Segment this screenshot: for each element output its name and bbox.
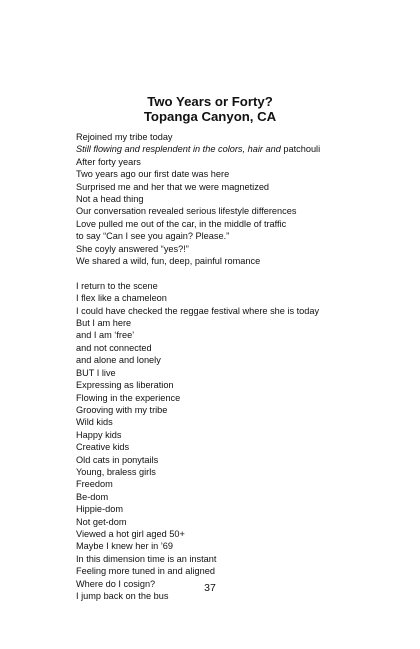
poem-location: Topanga Canyon, CA [143,109,277,124]
poem-line: Our conversation revealed serious lifestyle differences [76,206,297,217]
poem-line: Not a head thing [76,194,144,205]
poem-line: Hippie-dom [76,504,123,515]
poem-line: After forty years [76,156,141,167]
poem-line: Expressing as liberation [76,380,174,391]
italic-phrase: Still flowing and resplendent in the colors, hair and [76,144,281,155]
poem-line: Creative kids [76,442,130,453]
poem-line: In this dimension time is an instant [76,553,217,564]
poem-line: Rejoined my tribe today [76,132,173,142]
poem-line: I flex like a chameleon [76,293,167,304]
poem-line: She coyly answered “yes?!” [76,243,189,254]
poem-body [76,131,376,602]
poem-line: Grooving with my tribe [76,404,168,415]
poem-line: We shared a wild, fun, deep, painful romance [76,256,261,267]
poem-title: Two Years or Forty? [147,94,273,109]
poem-line: Happy kids [76,429,122,440]
stanza-break [76,267,376,279]
poem-line: But I am here [76,318,132,329]
poem-line: Love pulled me out of the car, in the middle of traffic [76,218,287,229]
poem-line: Wild kids [76,417,113,428]
poem-line: Two years ago our first date was here [76,169,230,180]
poem-line: and I am ‘free’ [76,330,135,341]
page-number: 37 [204,582,216,594]
plain-phrase: patchouli [280,144,321,155]
poem-line: Flowing in the experience [76,392,181,403]
poem-line: I return to the scene [76,280,158,291]
poem-line: BUT I live [76,367,116,378]
stanza-1 [76,131,376,267]
poem-line: Maybe I knew her in ’69 [76,541,174,552]
poem-line: Not get-dom [76,516,127,527]
poem-line: Young, braless girls [76,466,156,477]
poem-line: Surprised me and her that we were magnetized [76,181,270,192]
stanza-2 [76,280,376,603]
poem-line: I could have checked the reggae festival where she is today [76,305,320,316]
poem-line: Old cats in ponytails [76,454,159,465]
poem-line: and not connected [76,342,152,353]
poem-line: to say “Can I see you again? Please.” [76,231,230,242]
poem-line: Feeling more tuned in and aligned [76,566,215,577]
poem-line: Be-dom [76,491,109,502]
poem-line: Where do I cosign? [76,578,156,589]
poem-line: I jump back on the bus [76,591,169,602]
poem-line [76,143,376,155]
poem-line: and alone and lonely [76,355,161,366]
poem-line: Viewed a hot girl aged 50+ [76,528,185,539]
poem-line: Freedom [76,479,113,490]
